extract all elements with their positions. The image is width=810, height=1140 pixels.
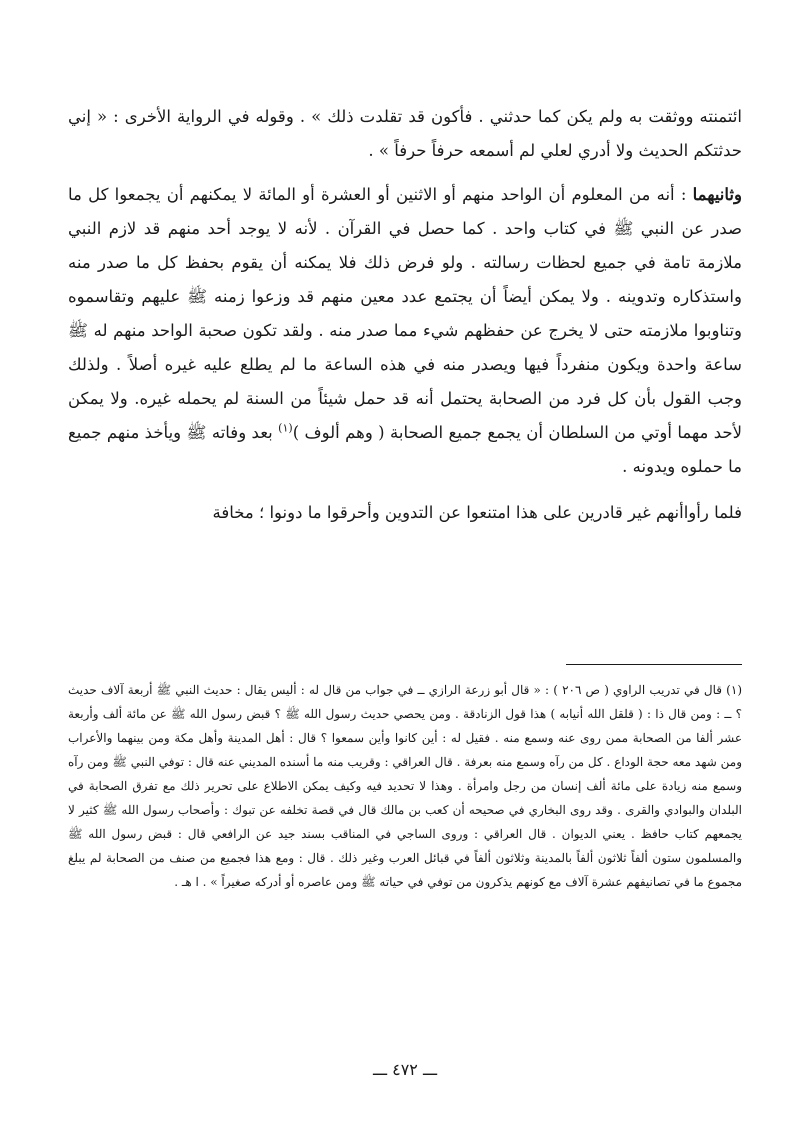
paragraph-3 [68, 496, 742, 530]
paragraph-3-text: فلما رأواأنهم غير قادرين على هذا امتنعوا عن التدوين وأحرقوا ما دونوا ؛ مخافة [212, 503, 742, 522]
paragraph-2-text-after: بعد وفاته ﷺ ويأخذ منهم جميع ما حملوه ويدونه . [68, 423, 742, 476]
footnote-divider [566, 664, 742, 665]
footnote: (١) قال في تدريب الراوي ( ص ٢٠٦ ) : « قال أبو زرعة الرازي ــ في جواب من قال له : أليس يقال : حديث النبي ﷺ أربعة آلاف حديث ؟ ــ : ومن قال ذا : ( قلقل الله أنيابه ) هذا قول الزنادقة . ومن يحصي حديث رسول الله ﷺ ؟ قبض رسول الله ﷺ عن مائة ألف وأربعة عشر ألفا من الصحابة ممن روى عنه وسمع منه . فقيل له : أين كانوا وأين سمعوا ؟ قال : أهل المدينة وأهل مكة ومن بينهما والأعراب ومن شهد معه حجة الوداع . كل من رآه وسمع منه بعرفة . قال العراقي : وقريب منه ما أسنده المديني عنه قال : توفي النبي ﷺ ومن رآه وسمع منه زيادة على مائة ألف إنسان من رجل وامرأة . وهذا لا تحديد فيه وكيف يمكن الاطلاع على تحرير ذلك مع تفرق الصحابة في البلدان والبوادي والقرى . وقد روى البخاري في صحيحه أن كعب بن مالك قال في قصة تخلفه عن تبوك : وأصحاب رسول الله ﷺ كثير لا يجمعهم كتاب حافظ . يعني الديوان . قال العراقي : وروى الساجي في المناقب بسند جيد عن الرافعي قال : قبض رسول الله ﷺ والمسلمون ستون ألفاً ثلاثون ألفاً بالمدينة وثلاثون ألفاً في قبائل العرب وغير ذلك . قال : ومع هذا فجميع من صنف من الصحابة لم يبلغ مجموع ما في تصانيفهم عشرة آلاف مع كونهم يذكرون من توفي في حياته ﷺ ومن عاصره أو أدركه صغيراً » . ا هـ . [68, 683, 742, 889]
paragraph-1-text: ائتمنته ووثقت به ولم يكن كما حدثني . فأكون قد تقلدت ذلك » . وقوله في الرواية الأخرى : « إني حدثتكم الحديث ولا أدري لعلي لم أسمعه حرفاً حرفاً » . [68, 107, 742, 160]
paragraph-2 [68, 178, 742, 484]
footnote-reference: (١) [278, 421, 293, 435]
paragraph-2-lead: وثانيهما [692, 185, 742, 204]
paragraph-1 [68, 100, 742, 168]
paragraph-2-text: : أنه من المعلوم أن الواحد منهم أو الاثنين أو العشرة أو المائة لا يمكنهم أن يجمعوا كل ما صدر عن النبي ﷺ في كتاب واحد . كما حصل في القرآن . لأنه لا يوجد أحد منهم قد لازم النبي ملازمة تامة في جميع لحظات رسالته . ولو فرض ذلك فلا يمكنه أن يقوم بحفظ كل ما صدر منه واستذكاره وتدوينه . ولا يمكن أيضاً أن يجتمع عدد معين منهم قد وزعوا زمنه ﷺ عليهم وتقاسموه وتناوبوا ملازمته حتى لا يخرج عن حفظهم شيء مما صدر منه . ولقد تكون صحبة الواحد منهم له ﷺ ساعة واحدة ويكون منفرداً فيها ويصدر منه في هذه الساعة ما لم يطلع عليه غيره أصلاً . ولذلك وجب القول بأن كل فرد من الصحابة يحتمل أنه قد حمل شيئاً من السنة لم يحمله غيره. ولا يمكن لأحد مهما أوتي من السلطان أن يجمع جميع الصحابة ( وهم ألوف ) [68, 185, 742, 442]
page-number: ـــ ٤٧٢ ـــ [372, 1060, 438, 1079]
main-text [68, 100, 742, 530]
